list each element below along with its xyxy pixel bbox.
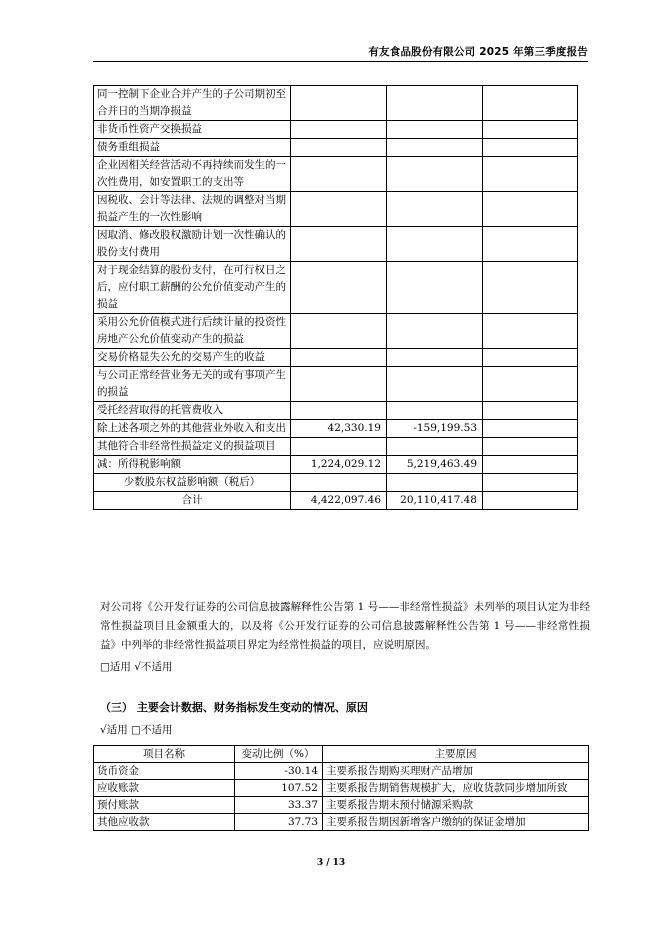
- table-row: [94, 314, 578, 349]
- row-current-value: [291, 86, 387, 121]
- row-ytd-value: 5,219,463.49: [387, 456, 483, 474]
- row-current-value: [291, 438, 387, 456]
- row-main-reason: 主要系报告期购买理财产品增加: [323, 763, 589, 780]
- row-main-reason: 主要系报告期因新增客户缴纳的保证金增加: [323, 814, 589, 831]
- table-row: [94, 262, 578, 314]
- row-ytd-value: 20,110,417.48: [387, 492, 483, 510]
- row-note: [483, 420, 578, 438]
- row-ytd-value: [387, 227, 483, 262]
- row-current-value: [291, 157, 387, 192]
- section-title: （三） 主要会计数据、财务指标发生变动的情况、原因: [100, 701, 368, 714]
- table-row: [94, 797, 589, 814]
- row-note: [483, 438, 578, 456]
- header-rule: [93, 61, 588, 62]
- row-note: [483, 157, 578, 192]
- row-ytd-value: [387, 262, 483, 314]
- row-item-label: 对于现金结算的股份支付，在可行权日之后，应付职工薪酬的公允价值变动产生的损益: [94, 262, 291, 314]
- row-main-reason: 主要系报告期末预付储源采购款: [323, 797, 589, 814]
- row-item-label: 减：所得税影响额: [94, 456, 291, 474]
- table-row: [94, 86, 578, 121]
- row-item-label: 交易价格显失公允的交易产生的收益: [94, 349, 291, 367]
- row-ytd-value: [387, 402, 483, 420]
- header-item-name: 项目名称: [94, 746, 235, 763]
- row-note: [483, 192, 578, 227]
- table-row: [94, 763, 589, 780]
- row-ytd-value: [387, 121, 483, 139]
- row-current-value: [291, 262, 387, 314]
- row-current-value: [291, 349, 387, 367]
- table-row: [94, 139, 578, 157]
- row-ytd-value: [387, 314, 483, 349]
- row-current-value: [291, 192, 387, 227]
- row-ytd-value: [387, 367, 483, 402]
- table-row: [94, 192, 578, 227]
- header-main-reason: 主要原因: [323, 746, 589, 763]
- header-change-ratio: 变动比例（%）: [235, 746, 323, 763]
- row-note: [483, 456, 578, 474]
- row-current-value: 42,330.19: [291, 420, 387, 438]
- page-number: 3 / 13: [316, 858, 346, 868]
- row-current-value: [291, 314, 387, 349]
- row-ytd-value: -159,199.53: [387, 420, 483, 438]
- row-item-name: 预付账款: [94, 797, 235, 814]
- row-ytd-value: [387, 86, 483, 121]
- table-row: [94, 157, 578, 192]
- table-row: [94, 438, 578, 456]
- row-ytd-value: [387, 438, 483, 456]
- row-ytd-value: [387, 139, 483, 157]
- row-item-label: 少数股东权益影响额（税后）: [94, 474, 291, 492]
- row-item-label: 与公司正常经营业务无关的或有事项产生的损益: [94, 367, 291, 402]
- row-current-value: [291, 367, 387, 402]
- non-recurring-items-table: [93, 85, 578, 510]
- row-change-ratio: 107.52: [235, 780, 323, 797]
- row-main-reason: 主要系报告期销售规模扩大，应收货款同步增加所致: [323, 780, 589, 797]
- row-note: [483, 492, 578, 510]
- row-item-label: 受托经营取得的托管费收入: [94, 402, 291, 420]
- row-ytd-value: [387, 474, 483, 492]
- table-row: [94, 474, 578, 492]
- row-change-ratio: 37.73: [235, 814, 323, 831]
- row-item-name: 其他应收款: [94, 814, 235, 831]
- table-row: [94, 121, 578, 139]
- change-table: [93, 745, 589, 831]
- change-table-header: [94, 746, 589, 763]
- report-header: 有友食品股份有限公司 2025 年第三季度报告: [368, 46, 588, 58]
- explanation-paragraph: 对公司将《公开发行证券的公司信息披露解释性公告第 1 号——非经常性损益》未列举的项目认定为非经常性损益项目且金额重大的，以及将《公开发行证券的公司信息披露解释性公告第 1 号——非经常性损益》中列举的非经常性损益项目界定为经常性损益的项目，应说明原因。: [100, 601, 590, 651]
- row-item-name: 货币资金: [94, 763, 235, 780]
- row-item-label: 因税收、会计等法律、法规的调整对当期损益产生的一次性影响: [94, 192, 291, 227]
- table-row: [94, 492, 578, 510]
- row-item-label: 因取消、修改股权激励计划一次性确认的股份支付费用: [94, 227, 291, 262]
- row-note: [483, 367, 578, 402]
- row-item-label: 采用公允价值模式进行后续计量的投资性房地产公允价值变动产生的损益: [94, 314, 291, 349]
- row-note: [483, 139, 578, 157]
- row-current-value: [291, 227, 387, 262]
- table-row: [94, 367, 578, 402]
- row-item-label: 其他符合非经常性损益定义的损益项目: [94, 438, 291, 456]
- row-note: [483, 314, 578, 349]
- table-row: [94, 814, 589, 831]
- row-change-ratio: -30.14: [235, 763, 323, 780]
- row-item-label: 合计: [94, 492, 291, 510]
- table-row: [94, 420, 578, 438]
- table-row: [94, 402, 578, 420]
- row-current-value: [291, 474, 387, 492]
- row-current-value: [291, 139, 387, 157]
- row-item-label: 债务重组损益: [94, 139, 291, 157]
- row-note: [483, 349, 578, 367]
- row-note: [483, 227, 578, 262]
- row-note: [483, 121, 578, 139]
- row-current-value: 4,422,097.46: [291, 492, 387, 510]
- row-current-value: [291, 402, 387, 420]
- row-ytd-value: [387, 157, 483, 192]
- table-row: [94, 227, 578, 262]
- table-row: [94, 456, 578, 474]
- row-ytd-value: [387, 192, 483, 227]
- row-item-label: 除上述各项之外的其他营业外收入和支出: [94, 420, 291, 438]
- row-note: [483, 262, 578, 314]
- row-ytd-value: [387, 349, 483, 367]
- row-current-value: 1,224,029.12: [291, 456, 387, 474]
- row-current-value: [291, 121, 387, 139]
- table-row: [94, 349, 578, 367]
- row-note: [483, 474, 578, 492]
- row-item-label: 企业因相关经营活动不再持续而发生的一次性费用，如安置职工的支出等: [94, 157, 291, 192]
- table-row: [94, 780, 589, 797]
- section-applicability: √适用 □不适用: [100, 724, 173, 736]
- explanation-applicability: □适用 √不适用: [100, 661, 173, 673]
- row-note: [483, 402, 578, 420]
- row-change-ratio: 33.37: [235, 797, 323, 814]
- row-item-label: 非货币性资产交换损益: [94, 121, 291, 139]
- row-note: [483, 86, 578, 121]
- row-item-label: 同一控制下企业合并产生的子公司期初至合并日的当期净损益: [94, 86, 291, 121]
- row-item-name: 应收账款: [94, 780, 235, 797]
